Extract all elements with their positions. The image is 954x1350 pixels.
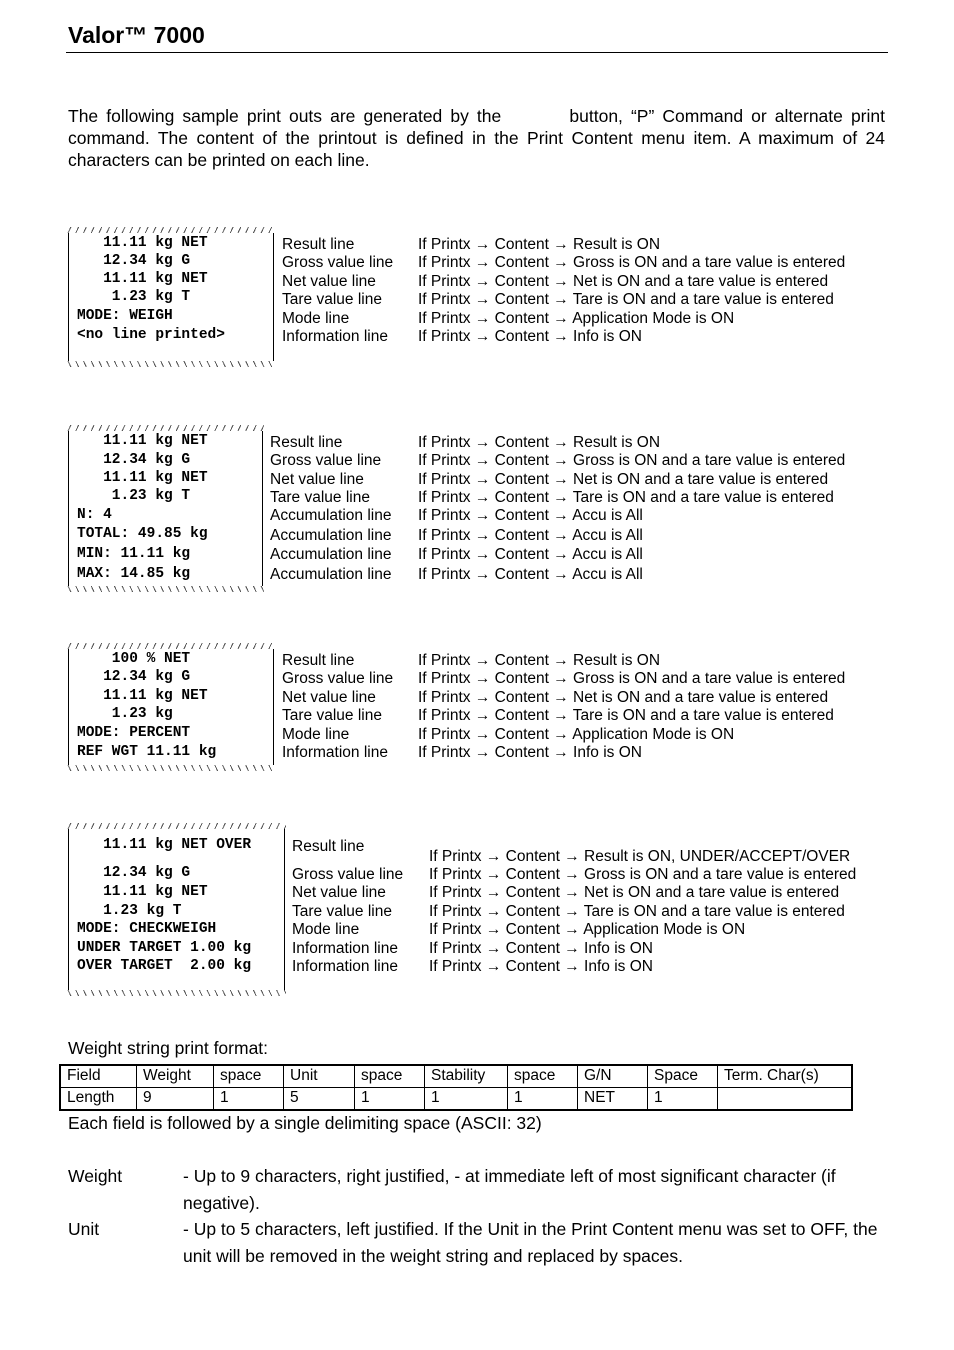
table-cell: Unit <box>284 1065 355 1088</box>
receipt-line: 12.34 kg G <box>77 865 191 881</box>
receipt-line: <no line printed> <box>77 327 225 343</box>
table-cell: Space <box>648 1065 718 1088</box>
print-condition: If Printx → Content → Tare is ON and a tare value is entered <box>429 903 845 920</box>
receipt-line: 100 % NET <box>77 651 191 667</box>
print-condition: If Printx → Content → Info is ON <box>418 328 642 345</box>
print-condition: If Printx → Content → Tare is ON and a tare value is entered <box>418 291 834 308</box>
receipt-line: TOTAL: 49.85 kg <box>77 526 208 542</box>
table-cell: Term. Char(s) <box>718 1065 853 1088</box>
line-type-label: Net value line <box>292 884 386 901</box>
receipt-tear-edge <box>67 643 275 649</box>
print-condition: If Printx → Content → Tare is ON and a tare value is entered <box>418 489 834 506</box>
receipt-line: 1.23 kg T <box>77 903 182 919</box>
receipt-line: 11.11 kg NET <box>77 884 208 900</box>
print-condition: If Printx → Content → Gross is ON and a tare value is entered <box>418 670 846 687</box>
weight-format-title: Weight string print format: <box>68 1038 269 1058</box>
line-type-label: Mode line <box>282 726 350 743</box>
table-cell: 9 <box>137 1088 214 1111</box>
receipt-line: 11.11 kg NET <box>77 433 208 449</box>
line-type-label: Mode line <box>282 310 350 327</box>
print-condition: If Printx → Content → Accu is All <box>418 507 643 524</box>
print-condition: If Printx → Content → Gross is ON and a tare value is entered <box>418 452 846 469</box>
receipt-line: 11.11 kg NET <box>77 688 208 704</box>
line-type-label: Accumulation line <box>270 566 392 583</box>
line-type-label: Accumulation line <box>270 507 392 524</box>
line-type-label: Information line <box>292 958 398 975</box>
print-condition: If Printx → Content → Info is ON <box>418 744 642 761</box>
table-cell: Stability <box>425 1065 508 1088</box>
table-cell: 1 <box>648 1088 718 1111</box>
weight-format-table <box>59 1064 853 1111</box>
definition-term-unit: Unit <box>68 1219 100 1239</box>
receipt-line: N: 4 <box>77 507 112 523</box>
line-type-label: Gross value line <box>282 254 394 271</box>
receipt-tear-edge <box>67 227 275 233</box>
print-condition: If Printx → Content → Net is ON and a tare value is entered <box>418 471 829 488</box>
definition-term-weight: Weight <box>68 1166 123 1186</box>
receipt-tear-edge <box>67 425 264 431</box>
receipt-tear-edge <box>67 990 286 996</box>
table-row <box>60 1088 852 1111</box>
table-cell: Field <box>60 1065 137 1088</box>
print-condition: If Printx → Content → Result is ON <box>418 652 661 669</box>
print-condition: If Printx → Content → Net is ON and a tare value is entered <box>429 884 840 901</box>
receipt-line: MODE: WEIGH <box>77 308 173 324</box>
line-type-label: Net value line <box>282 689 376 706</box>
print-condition: If Printx → Content → Gross is ON and a tare value is entered <box>418 254 846 271</box>
line-type-label: Tare value line <box>270 489 370 506</box>
table-cell <box>718 1088 853 1111</box>
receipt-line: OVER TARGET 2.00 kg <box>77 958 252 974</box>
line-type-label: Gross value line <box>282 670 394 687</box>
table-cell: Length <box>60 1088 137 1111</box>
table-row <box>60 1065 852 1088</box>
table-cell: 1 <box>508 1088 578 1111</box>
intro-text-part1: The following sample print outs are generated by the <box>68 106 502 126</box>
receipt-line: 11.11 kg NET <box>77 271 208 287</box>
page-title: Valor™ 7000 <box>68 22 205 48</box>
line-type-label: Mode line <box>292 921 360 938</box>
print-condition: If Printx → Content → Gross is ON and a tare value is entered <box>429 866 857 883</box>
receipt-line: 1.23 kg T <box>77 289 191 305</box>
header-divider <box>66 52 888 53</box>
receipt-sample-percent <box>68 649 274 765</box>
line-type-label: Result line <box>270 434 343 451</box>
line-type-label: Result line <box>282 236 355 253</box>
definition-text-unit: - Up to 5 characters, left justified. If the Unit in the Print Content menu was set to OFF, the unit will be removed in the weight string and replaced by spaces. <box>183 1219 878 1266</box>
intro-text-part2: button, “P” Command or alternate print command. The content of the printout is defined in the Print Content menu item. A maximum of 24 characters can be printed on each line. <box>68 106 885 170</box>
line-type-label: Result line <box>282 652 355 669</box>
line-type-label: Tare value line <box>282 291 382 308</box>
receipt-tear-edge <box>67 823 286 829</box>
receipt-line: MODE: CHECKWEIGH <box>77 921 217 937</box>
print-condition: If Printx → Content → Result is ON <box>418 236 661 253</box>
print-condition: If Printx → Content → Application Mode is ON <box>418 726 735 743</box>
receipt-tear-edge <box>67 765 275 771</box>
line-type-label: Information line <box>282 744 388 761</box>
line-type-label: Tare value line <box>292 903 392 920</box>
table-cell: 1 <box>355 1088 425 1111</box>
receipt-line: 12.34 kg G <box>77 253 191 269</box>
print-condition: If Printx → Content → Result is ON, UNDER/ACCEPT/OVER <box>429 848 851 865</box>
receipt-line: 1.23 kg T <box>77 488 191 504</box>
line-type-label: Information line <box>292 940 398 957</box>
print-condition: If Printx → Content → Application Mode is ON <box>418 310 735 327</box>
print-condition: If Printx → Content → Accu is All <box>418 546 643 563</box>
table-cell: 1 <box>214 1088 284 1111</box>
receipt-line: UNDER TARGET 1.00 kg <box>77 940 252 956</box>
table-cell: NET <box>578 1088 648 1111</box>
receipt-line: MODE: PERCENT <box>77 725 191 741</box>
receipt-line: 12.34 kg G <box>77 669 191 685</box>
line-type-label: Result line <box>292 838 365 855</box>
line-type-label: Accumulation line <box>270 527 392 544</box>
table-cell: Weight <box>137 1065 214 1088</box>
print-condition: If Printx → Content → Net is ON and a tare value is entered <box>418 273 829 290</box>
print-condition: If Printx → Content → Tare is ON and a tare value is entered <box>418 707 834 724</box>
table-cell: space <box>355 1065 425 1088</box>
receipt-sample-accumulation <box>68 431 263 586</box>
line-type-label: Net value line <box>270 471 364 488</box>
print-condition: If Printx → Content → Info is ON <box>429 940 653 957</box>
table-cell: 1 <box>425 1088 508 1111</box>
receipt-line: REF WGT 11.11 kg <box>77 744 217 760</box>
receipt-sample-checkweigh <box>68 829 285 990</box>
receipt-sample-weigh <box>68 233 274 361</box>
line-type-label: Gross value line <box>270 452 382 469</box>
print-condition: If Printx → Content → Application Mode is ON <box>429 921 746 938</box>
receipt-line: 1.23 kg <box>77 706 173 722</box>
receipt-line: MIN: 11.11 kg <box>77 546 191 562</box>
table-cell: space <box>214 1065 284 1088</box>
print-condition: If Printx → Content → Info is ON <box>429 958 653 975</box>
line-type-label: Information line <box>282 328 388 345</box>
delimiter-note: Each field is followed by a single delimiting space (ASCII: 32) <box>68 1113 542 1133</box>
receipt-line: 11.11 kg NET OVER <box>77 837 252 853</box>
intro-paragraph <box>68 105 885 171</box>
line-type-label: Tare value line <box>282 707 382 724</box>
print-condition: If Printx → Content → Result is ON <box>418 434 661 451</box>
receipt-line: 11.11 kg NET <box>77 470 208 486</box>
line-type-label: Net value line <box>282 273 376 290</box>
print-condition: If Printx → Content → Accu is All <box>418 527 643 544</box>
table-cell: space <box>508 1065 578 1088</box>
definition-text-weight: - Up to 9 characters, right justified, - at immediate left of most significant character (if negative). <box>183 1166 836 1213</box>
receipt-line: 11.11 kg NET <box>77 235 208 251</box>
table-cell: 5 <box>284 1088 355 1111</box>
line-type-label: Accumulation line <box>270 546 392 563</box>
line-type-label: Gross value line <box>292 866 404 883</box>
receipt-line: 12.34 kg G <box>77 452 191 468</box>
receipt-tear-edge <box>67 361 275 367</box>
print-condition: If Printx → Content → Accu is All <box>418 566 643 583</box>
receipt-line: MAX: 14.85 kg <box>77 566 191 582</box>
table-cell: G/N <box>578 1065 648 1088</box>
receipt-tear-edge <box>67 586 264 592</box>
print-condition: If Printx → Content → Net is ON and a tare value is entered <box>418 689 829 706</box>
